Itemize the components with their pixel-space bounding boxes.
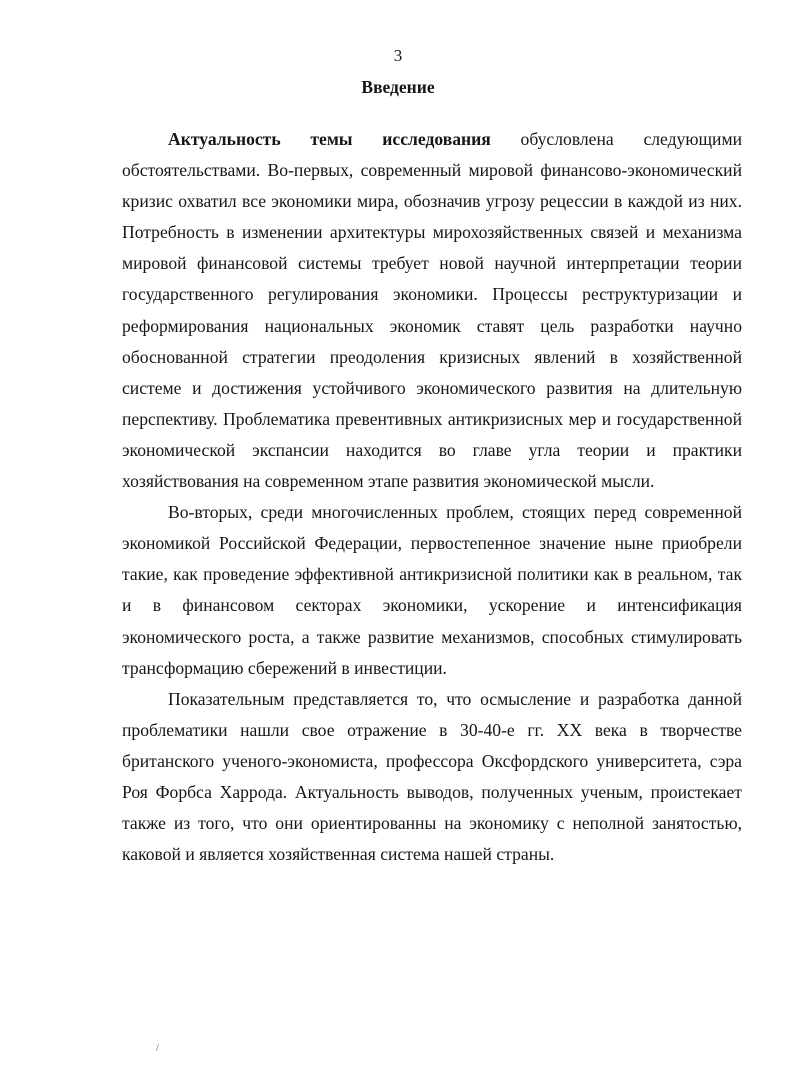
paragraph-relevance [122, 124, 742, 497]
stray-mark: / [156, 1043, 159, 1054]
paragraph-text: обусловлена следующими обстоятельствами. Во-первых, современный мировой финансово-экономический кризис охватил все экономики мира, обозначив угрозу рецессии в каждой из них. Потребность в изменении архитектуры мирохозяйственных связей и механизма мировой финансовой системы требует новой научной интерпретации теории государственного регулирования экономики. Процессы реструктуризации и реформирования национальных экономик ставят цель разработки научно обоснованной стратегии преодоления кризисных явлений в хозяйственной системе и достижения устойчивого экономического развития на длительную перспективу. Проблематика превентивных антикризисных мер и государственной экономической экспансии находится во главе угла теории и практики хозяйствования на современном этапе развития экономической мысли. [122, 129, 743, 492]
page-number: 3 [393, 46, 403, 65]
paragraph-lead-bold: Актуальность темы исследования [168, 129, 491, 149]
paragraph-secondly: Во-вторых, среди многочисленных проблем, стоящих перед современной экономикой Российской Федерации, первостепенное значение ныне приобрели такие, как проведение эффективной антикризисной политики как в реальном, так и в финансовом секторах экономики, ускорение и интенсификация экономического роста, а также развитие механизмов, способных стимулировать трансформацию сбережений в инвестиции. [122, 502, 742, 678]
section-heading: Введение [361, 77, 435, 97]
paragraph-harrod: Показательным представляется то, что осмысление и разработка данной проблематики нашли свое отражение в 30-40-е гг. XX века в творчестве британского ученого-экономиста, профессора Оксфордского университета, сэра Роя Форбса Харрода. Актуальность выводов, полученных ученым, проистекает также из того, что они ориентированны на экономику с неполной занятостью, каковой и является хозяйственная система нашей страны. [122, 688, 742, 865]
body-text [122, 124, 742, 870]
